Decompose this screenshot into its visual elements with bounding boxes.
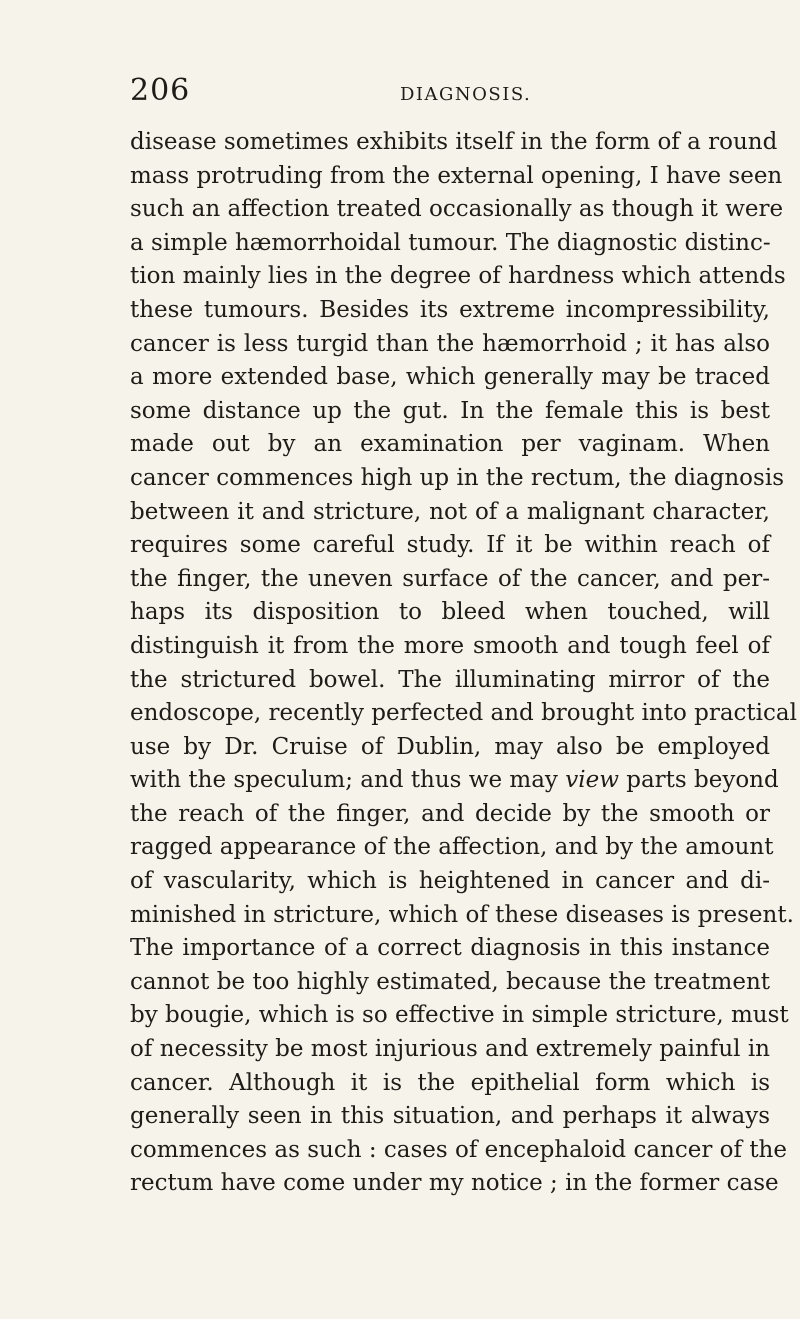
- text-line: commences as such : cases of encephaloid cancer of the: [130, 1136, 787, 1163]
- text-line: tion mainly lies in the degree of hardness which attends: [130, 263, 786, 290]
- text-line: these tumours. Besides its extreme incompressibility,: [130, 296, 770, 323]
- text-line: The importance of a correct diagnosis in this instance: [130, 935, 770, 962]
- text-line: the reach of the finger, and decide by the smooth or: [130, 800, 770, 827]
- text-line: rectum have come under my notice ; in the former case: [130, 1170, 779, 1197]
- text-line: cancer commences high up in the rectum, the diagnosis: [130, 464, 784, 491]
- text-line: some distance up the gut. In the female this is best: [130, 397, 770, 424]
- running-title: DIAGNOSIS.: [400, 84, 532, 105]
- text-line: between it and stricture, not of a malignant character,: [130, 498, 770, 525]
- text-line: such an affection treated occasionally as though it were: [130, 196, 784, 223]
- text-line: the finger, the uneven surface of the cancer, and per-: [130, 565, 770, 592]
- text-segment: parts beyond: [618, 767, 779, 794]
- text-line: by bougie, which is so effective in simple stricture, must: [130, 1002, 789, 1029]
- text-line: the strictured bowel. The illuminating mirror of the: [130, 666, 770, 693]
- page-number: 206: [130, 73, 191, 108]
- text-line: requires some careful study. If it be within reach of: [130, 532, 770, 559]
- body-text: [130, 126, 797, 1201]
- text-line: minished in stricture, which of these diseases is present.: [130, 901, 794, 928]
- text-line: generally seen in this situation, and perhaps it always: [130, 1103, 770, 1130]
- text-line: cancer. Although it is the epithelial form which is: [130, 1069, 770, 1096]
- text-line: haps its disposition to bleed when touched, will: [130, 599, 770, 626]
- text-line: of necessity be most injurious and extremely painful in: [130, 1036, 770, 1063]
- text-line: endoscope, recently perfected and brought into practical: [130, 700, 797, 727]
- text-line: use by Dr. Cruise of Dublin, may also be employed: [130, 733, 770, 760]
- text-line: made out by an examination per vaginam. When: [130, 431, 770, 458]
- text-line: mass protruding from the external opening, I have seen: [130, 162, 783, 189]
- text-line: disease sometimes exhibits itself in the form of a round: [130, 129, 778, 155]
- text-line: of vascularity, which is heightened in cancer and di-: [130, 868, 770, 895]
- text-line: a more extended base, which generally may be traced: [130, 364, 770, 391]
- text-line: cannot be too highly estimated, because the treatment: [130, 968, 770, 995]
- text-line: distinguish it from the more smooth and tough feel of: [130, 632, 770, 659]
- text-line: [130, 764, 779, 798]
- text-segment: with the speculum; and thus we may: [130, 767, 566, 794]
- italic-word: view: [565, 767, 619, 794]
- text-line: a simple hæmorrhoidal tumour. The diagnostic distinc-: [130, 229, 771, 256]
- text-line: cancer is less turgid than the hæmorrhoid ; it has also: [130, 330, 770, 357]
- running-head: [130, 73, 760, 110]
- text-line: ragged appearance of the affection, and by the amount: [130, 834, 774, 861]
